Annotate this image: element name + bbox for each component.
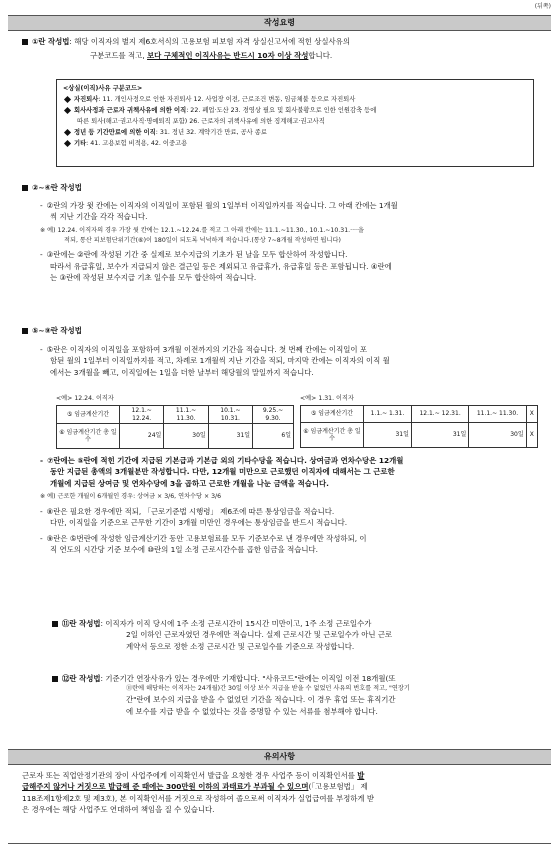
square-bullet-icon: [22, 328, 28, 334]
item1-text-c: 합니다.: [308, 51, 333, 60]
table-cell: 30일: [164, 424, 208, 449]
guide-section-header: 작성요령: [8, 15, 551, 31]
square-bullet-icon: [22, 185, 28, 191]
item5-title-row: [22, 325, 82, 336]
item11-p2: 2일 이하인 근로자였던 경우에만 적습니다. 실제 근로시간 및 근로일수가 아닌 근로: [126, 630, 393, 640]
item2-title: ②~④란 작성법: [32, 183, 82, 192]
table-cell: X: [526, 423, 537, 448]
item11-p3: 계약서 등으로 정한 소정 근로시간 및 근로일수를 기준으로 작성합니다.: [126, 641, 355, 651]
item2-title-row: [22, 182, 82, 193]
reason-text: : 31. 정년 32. 계약기간 만료, 공사 종료: [155, 129, 267, 137]
item1-paragraph-cont: [90, 50, 540, 61]
table-cell: 9.25.~ 9.30.: [253, 406, 294, 424]
item9-p1: ⑨란은 ⑤번란에 작성한 임금계산기간 동안 고용보험료를 모두 기준보수로 낸 경우에만 작성하되, 이: [46, 533, 367, 543]
item1-paragraph: [22, 36, 542, 47]
diamond-bullet-icon: [64, 95, 71, 102]
table-left-caption: <예> 12.24. 이직자: [56, 395, 114, 402]
item8-p1: ⑧란은 필요한 경우에만 적되, 「근로기준법 시행령」 제6조에 따른 통상임금을 적습니다.: [46, 507, 335, 517]
square-bullet-icon: [52, 621, 58, 627]
item5-body: - ⑤란은 이직자의 이직일을 포함하여 3개월 이전까지의 기간을 적습니다. 첫 번째 칸에는 이직일이 포 함된 월의 1일부터 이직일까지를 적고, 차례로 1개월씩 지난 기간을 적되, 마지막 칸에는 이직자의 이직 월 에서는 3개월을 빼고, 이직일에는 1일을 더한 날부터 해당월의 말일까지 적습니다.: [40, 344, 540, 378]
reason-row: [63, 138, 527, 149]
table-cell: 12.1.~ 12.31.: [411, 406, 468, 423]
item2-body: - ②란의 가장 윗 칸에는 이직자의 이직일이 포함된 월의 1일부터 이직일까지를 적습니다. 그 아래 칸에는 1개월 씩 지난 기간을 각각 적습니다. ※ 예) 12.24. 이직자의 경우 가장 윗 칸에는 12.1.~12.24.를 적고 그 아래 칸에는 11.1.~11.30., 10.1.~10.31.····을 적되, 통산 피보험단위기간(⑥)이 180일이 되도록 넉넉하게 적습니다.(통상 7~8개월 작성하면 됩니다) - ③란에는 ②란에 작성된 기간 중 실제로 보수지급의 기초가 된 날을 모두 합산하여 작성합니다. 따라서 유급휴일, 보수가 지급되지 않은 결근일 등은 제외되고 유급휴가, 유급휴일 등은 포함됩니다. ④란에 는 ③란에 작성된 보수지급 기초 일수를 모두 합산하여 적습니다.: [40, 200, 540, 284]
table-row: [57, 424, 294, 449]
table-row: [301, 423, 538, 448]
reason-label: 자진퇴사: [74, 96, 99, 104]
caution-p3: 은 경우에는 해당 사업주도 연대하여 책임을 질 수 있습니다.: [22, 805, 215, 815]
item2-p2: ③란에는 ②란에 작성된 기간 중 실제로 보수지급의 기초가 된 날을 모두 합산하여 작성합니다.: [46, 250, 348, 260]
item7-example: ※ 예) 근로한 개월이 6개월인 경우: 상여금 × 3/6, 연차수당 × 3/6: [40, 493, 222, 501]
reason-text: : 11. 개인사정으로 인한 자진퇴사 12. 사업장 이전, 근로조건 변동, 임금체불 등으로 자진퇴사: [98, 96, 356, 104]
reason-box-title: <상실(이직)사유 구분코드>: [63, 85, 143, 92]
caution-body: [22, 770, 542, 816]
item5-p1b: 함된 월의 1일부터 이직일까지를 적고, 차례로 1개월씩 지난 기간을 적되, 마지막 칸에는 이직자의 이직 월: [50, 356, 390, 366]
reason-label: 회사사정과 근로자 귀책사유에 의한 이직: [74, 107, 187, 115]
caution-p1: 근로자 또는 직업안정기관의 장이 사업주에게 이직확인서 발급을 요청한 경우 사업주 등이 이직확인서를: [22, 771, 355, 780]
item1-emphasis: 보다 구체적인 이직사유는 반드시 10자 이상 작성: [147, 51, 309, 60]
item11-block: [52, 618, 542, 652]
table-cell: 31일: [411, 423, 468, 448]
item7-p1c: 개월에 지급된 상여금 및 연차수당에 3을 곱하고 근로한 개월을 나눈 금액을 적습니다.: [50, 478, 329, 488]
table-cell: 31일: [208, 424, 252, 449]
caution-emphasis-b: 급해주지 않거나 거짓으로 발급해 준 때에는 300만원 이하의 과태료가 부과될 수 있으며: [22, 782, 309, 792]
table-cell: X: [526, 406, 537, 423]
reason-text: : 41. 고용보험 비적용, 42. 이중고용: [86, 140, 188, 148]
caution-emphasis-a: 발: [357, 771, 365, 780]
example-table-left: [56, 405, 294, 449]
table-row: [301, 406, 538, 423]
item2-example-cont: 적되, 통산 피보험단위기간(⑥)이 180일이 되도록 넉넉하게 적습니다.(통상 7~8개월 작성하면 됩니다): [64, 236, 341, 244]
page-side-label: (뒤쪽): [534, 3, 551, 10]
table-cell: 1.1.~ 1.31.: [364, 406, 412, 423]
item1-text-b: 구분코드를 적고,: [90, 51, 145, 60]
table-head-cell: ⑥ 임금계산기간 총 일수: [57, 424, 120, 449]
caution-p2: 118조제1항제2호 및 제3호), 본 이직확인서를 거짓으로 작성하여 졸으로써 이직자가 실업급여를 부정하게 받: [22, 793, 375, 803]
item5-title: ⑤~⑨란 작성법: [32, 326, 82, 335]
item12-title: ⑫란 작성법: [62, 674, 101, 683]
caution-section-header: 유의사항: [8, 749, 551, 765]
reason-row: [63, 94, 527, 105]
item11-p1: : 이직자가 이직 당시에 1주 소정 근로시간이 15시간 미만이고, 1주 소정 근로일수가: [100, 619, 372, 628]
table-cell: 10.1.~ 10.31.: [208, 406, 252, 424]
diamond-bullet-icon: [64, 140, 71, 147]
example-table-right: [300, 405, 538, 448]
item1-title: ①란 작성법: [32, 37, 70, 46]
item12-p3: 간"란에 보수의 지급을 받을 수 없었던 기간을 적습니다. 이 경우 휴업 또는 휴직기간: [126, 695, 396, 705]
item12-p2: ⑪란에 해당하는 이직자는 24개월)간 30일 이상 보수 지급을 받을 수 없었던 사유의 번호를 적고, "연장기: [126, 685, 410, 693]
item11-title: ⑪란 작성법: [62, 619, 101, 628]
table-row: [57, 406, 294, 424]
item2-example: ※ 예) 12.24. 이직자의 경우 가장 윗 칸에는 12.1.~12.24.를 적고 그 아래 칸에는 11.1.~11.30., 10.1.~10.31.····을: [40, 226, 364, 234]
item5-p1c: 에서는 3개월을 빼고, 이직일에는 1일을 더한 날부터 해당월의 말일까지 적습니다.: [50, 367, 314, 377]
item7-body: - ⑦란에는 ⑤란에 적힌 기간에 지급된 기본급과 기본급 외의 기타수당을 적습니다. 상여금과 연차수당은 12개월 동안 지급된 총액의 3개월분만 작성합니다. 다만, 12개월 미만으로 근로했던 이직자에 대해서는 그 근로한 개월에 지급된 상여금 및 연차수당에 3을 곱하고 근로한 개월을 나눈 금액을 적습니다. ※ 예) 근로한 개월이 6개월인 경우: 상여금 × 3/6, 연차수당 × 3/6 - ⑧란은 필요한 경우에만 적되, 「근로기준법 시행령」 제6조에 따른 통상임금을 적습니다. 다만, 이직일을 기준으로 근무한 기간이 3개월 미만인 경우에는 통상임금을 반드시 적습니다. - ⑨란은 ⑤번란에 작성한 임금계산기간 동안 고용보험료를 모두 기준보수로 낸 경우에만 작성하되, 이 직 연도의 시간당 기준 보수에 ⑩란의 1일 소정 근로시간수를 곱한 임금을 적습니다.: [40, 455, 540, 556]
table-cell: 30일: [469, 423, 526, 448]
reason-text: : 22. 폐업·도산 23. 경영상 필요 및 회사불황으로 인한 인원감축 등에: [186, 107, 377, 115]
table-right-caption: <예> 1.31. 이직자: [300, 395, 354, 402]
diamond-bullet-icon: [64, 106, 71, 113]
item7-p1: ⑦란에는 ⑤란에 적힌 기간에 지급된 기본급과 기본급 외의 기타수당을 적습니다. 상여금과 연차수당은 12개월: [47, 456, 404, 465]
reason-row-cont: [63, 116, 527, 127]
table-head-cell: ⑤ 임금계산기간: [57, 406, 120, 424]
reason-row: [63, 127, 527, 138]
item2-p2b: 따라서 유급휴일, 보수가 지급되지 않은 결근일 등은 제외되고 유급휴가, 유급휴일 등은 포함됩니다. ④란에: [50, 261, 392, 271]
table-cell: 31일: [364, 423, 412, 448]
bottom-divider: [8, 843, 551, 844]
item2-p1b: 씩 지난 기간을 각각 적습니다.: [50, 212, 148, 222]
reason-label: 정년 등 기간만료에 의한 이직: [74, 129, 156, 137]
square-bullet-icon: [22, 39, 28, 45]
item2-p2c: 는 ③란에 작성된 보수지급 기초 일수를 모두 합산하여 적습니다.: [50, 273, 257, 283]
item9-p2: 직 연도의 시간당 기준 보수에 ⑩란의 1일 소정 근로시간수를 곱한 임금을 적습니다.: [50, 545, 318, 555]
table-cell: 11.1.~ 11.30.: [469, 406, 526, 423]
item1-text-a: : 해당 이직자의 별지 제6호서식의 고용보험 피보험 자격 상실신고서에 적힌 상실사유의: [69, 37, 350, 46]
item2-p1: ②란의 가장 윗 칸에는 이직자의 이직일이 포함된 월의 1일부터 이직일까지를 적습니다. 그 아래 칸에는 1개월: [46, 201, 398, 210]
item7-p1b: 동안 지급된 총액의 3개월분만 작성합니다. 다만, 12개월 미만으로 근로했던 이직자에 대해서는 그 근로한: [50, 467, 395, 477]
caution-p1b: (「고용보험법」 제: [308, 782, 368, 792]
reason-label: 기타: [74, 140, 87, 148]
table-cell: 6일: [253, 424, 294, 449]
item8-p2: 다만, 이직일을 기준으로 근무한 기간이 3개월 미만인 경우에는 통상임금을 반드시 적습니다.: [50, 518, 348, 528]
item5-p1: ⑤란은 이직자의 이직일을 포함하여 3개월 이전까지의 기간을 적습니다. 첫 번째 칸에는 이직일이 포: [46, 345, 367, 354]
table-head-cell: ⑤ 임금계산기간: [301, 406, 364, 423]
reason-text: 따른 퇴사(해고·권고사직·명예퇴직 포함) 26. 근로자의 귀책사유에 의한 징계해고·권고사직: [77, 118, 325, 126]
square-bullet-icon: [52, 676, 58, 682]
diamond-bullet-icon: [64, 129, 71, 136]
table-cell: 24일: [120, 424, 164, 449]
reason-row: [63, 105, 527, 116]
table-cell: 11.1.~ 11.30.: [164, 406, 208, 424]
reason-code-box: [56, 79, 534, 167]
item12-p4: 에 보수를 지급 받을 수 없었다는 것을 증명할 수 있는 서류를 첨부해야 합니다.: [126, 706, 378, 716]
table-head-cell: ⑥ 임금계산기간 총 일수: [301, 423, 364, 448]
table-cell: 12.1.~ 12.24.: [120, 406, 164, 424]
item12-block: [52, 673, 542, 717]
item12-p1: : 기준기간 연장사유가 있는 경우에만 기재합니다. "사유코드"란에는 이직일 이전 18개월(또: [100, 674, 396, 683]
